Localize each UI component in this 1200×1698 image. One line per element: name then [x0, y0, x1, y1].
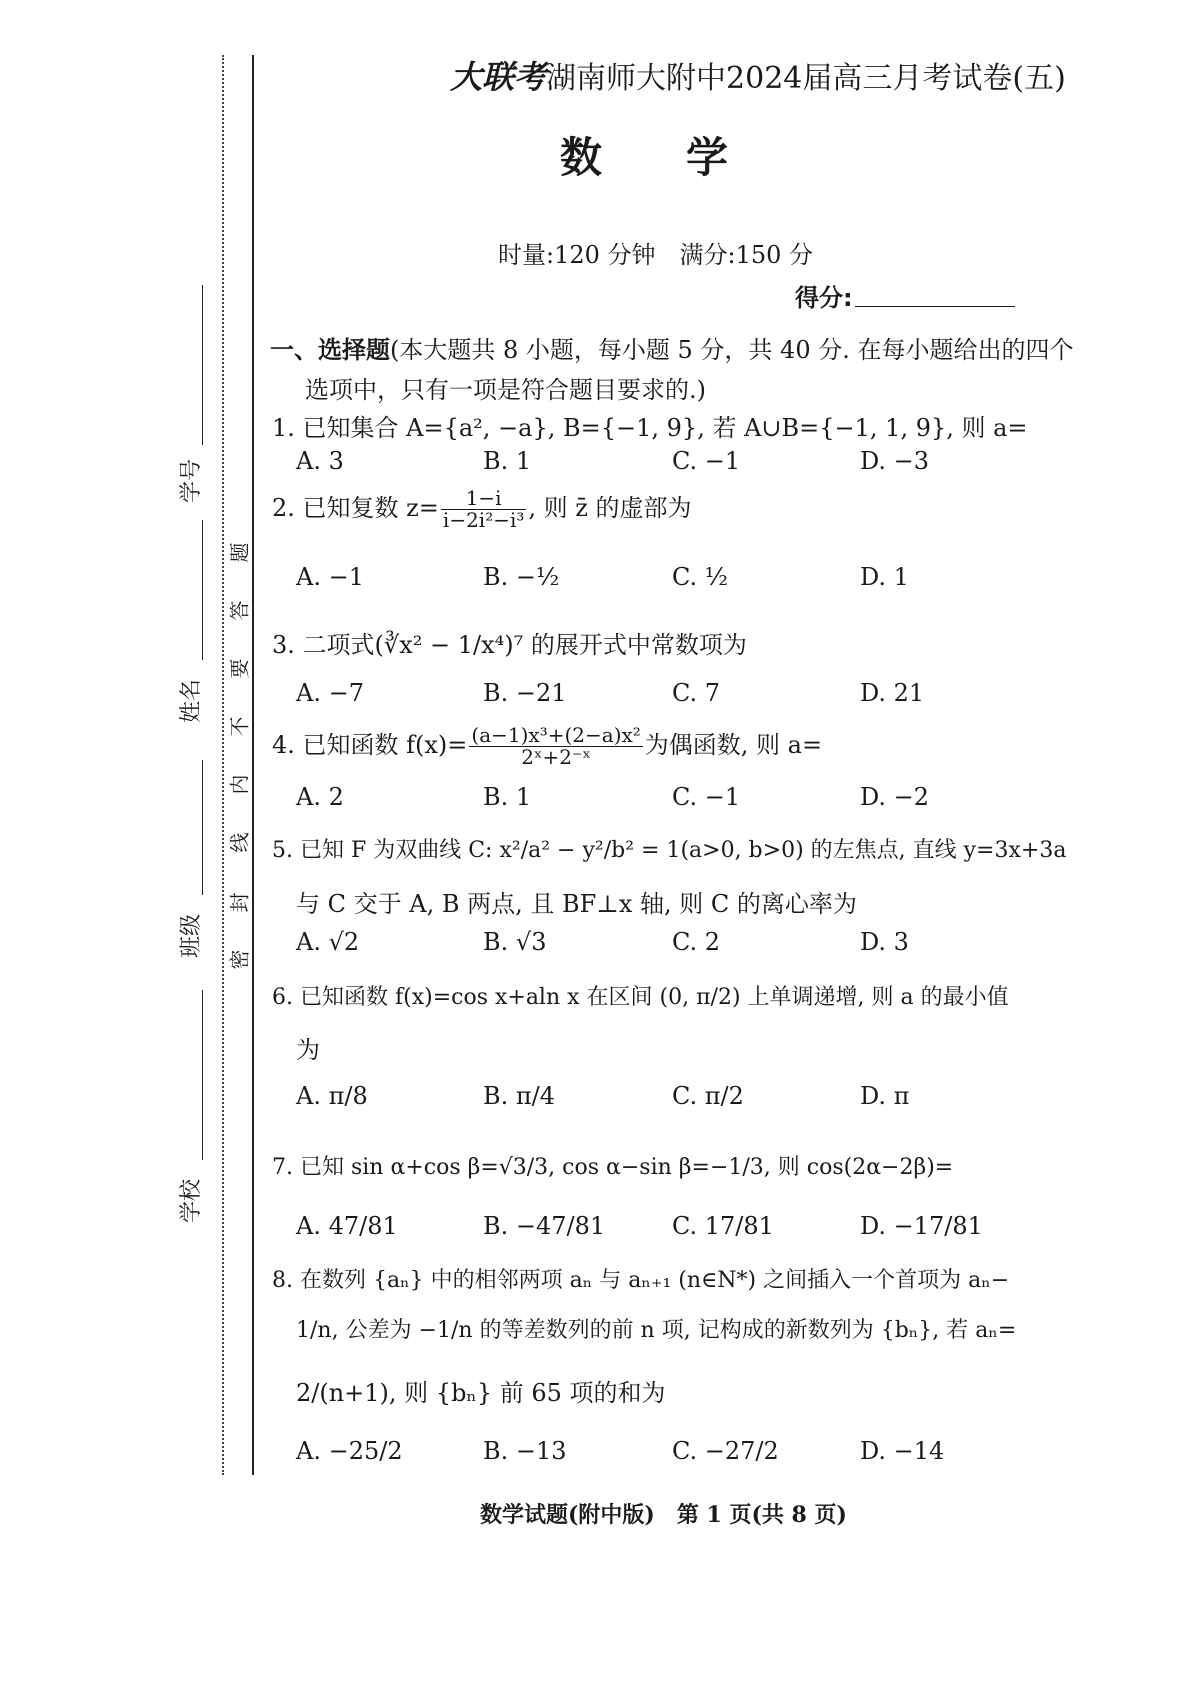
q4-prefix: 4. 已知函数 f(x)=: [272, 731, 468, 759]
exam-title: 湖南师大附中2024届高三月考试卷(五): [546, 61, 1066, 96]
q2-option-a[interactable]: A. −1: [296, 563, 364, 591]
field-label-name: 姓名: [179, 678, 205, 724]
q2-fraction-num: 1−i: [441, 488, 526, 510]
q6-option-a[interactable]: A. π/8: [296, 1082, 368, 1110]
q2-option-c[interactable]: C. ½: [672, 563, 729, 591]
q4-option-a[interactable]: A. 2: [296, 783, 344, 811]
q2-option-d[interactable]: D. 1: [860, 563, 909, 591]
q1-option-a[interactable]: A. 3: [296, 447, 344, 475]
q8-option-c[interactable]: C. −27/2: [672, 1437, 779, 1465]
seal-char-4: 内: [227, 774, 252, 795]
q8-option-b[interactable]: B. −13: [483, 1437, 567, 1465]
seal-char-2: 封: [227, 892, 252, 913]
q2-fraction: [441, 488, 526, 531]
q7-option-b[interactable]: B. −47/81: [483, 1212, 606, 1240]
field-label-class: 班级: [179, 913, 205, 959]
q6-option-b[interactable]: B. π/4: [483, 1082, 556, 1110]
q5-stem-line1: 5. 已知 F 为双曲线 C: x²/a² − y²/b² = 1(a>0, b>0) 的左焦点, 直线 y=3x+3a: [272, 838, 1067, 863]
q1-option-b[interactable]: B. 1: [483, 447, 532, 475]
page-footer: 数学试题(附中版) 第 1 页(共 8 页): [480, 1502, 847, 1528]
field-label-school: 学校: [179, 1178, 205, 1224]
q2-prefix: 2. 已知复数 z=: [272, 494, 439, 522]
class-blank[interactable]: [202, 760, 203, 895]
q6-option-d[interactable]: D. π: [860, 1082, 910, 1110]
seal-char-6: 要: [227, 658, 252, 679]
q6-option-c[interactable]: C. π/2: [672, 1082, 744, 1110]
section1-heading: 一、选择题: [270, 336, 390, 364]
q3-option-d[interactable]: D. 21: [860, 679, 925, 707]
binding-solid-line: [252, 55, 254, 1475]
q8-option-d[interactable]: D. −14: [860, 1437, 945, 1465]
name-blank[interactable]: [202, 520, 203, 660]
q6-stem-line2: 为: [296, 1036, 320, 1064]
q3-stem: [272, 625, 747, 660]
school-blank[interactable]: [202, 990, 203, 1160]
q3-option-a[interactable]: A. −7: [296, 679, 364, 707]
q1-stem: 1. 已知集合 A={a², −a}, B={−1, 9}, 若 A∪B={−1, 1, 9}, 则 a=: [272, 414, 1028, 442]
section1-intro-line1: [270, 330, 1073, 365]
seal-char-7: 答: [227, 600, 252, 621]
seal-char-8: 题: [227, 542, 252, 563]
q4-suffix: 为偶函数, 则 a=: [644, 731, 823, 759]
q8-stem-line3: 2/(n+1), 则 {bₙ} 前 65 项的和为: [296, 1379, 666, 1407]
q4-fraction-den: 2ˣ+2⁻ˣ: [521, 745, 591, 769]
q7-stem: 7. 已知 sin α+cos β=√3/3, cos α−sin β=−1/3, 则 cos(2α−2β)=: [272, 1155, 954, 1180]
exam-header: [450, 52, 1066, 98]
subject-title: 数 学: [560, 133, 729, 182]
q1-option-c[interactable]: C. −1: [672, 447, 741, 475]
q7-option-a[interactable]: A. 47/81: [296, 1212, 398, 1240]
q2-option-b[interactable]: B. −½: [483, 563, 560, 591]
binding-dotted-line: [222, 55, 224, 1475]
q7-option-c[interactable]: C. 17/81: [672, 1212, 774, 1240]
q3-option-c[interactable]: C. 7: [672, 679, 721, 707]
q4-stem: [272, 725, 822, 768]
q4-fraction-num: (a−1)x³+(2−a)x²: [471, 723, 641, 747]
brand-logo-text: 大联考: [450, 58, 547, 96]
q3-expression: (∛x² − 1/x⁴)⁷: [374, 631, 524, 659]
exam-info: 时量:120 分钟 满分:150 分: [498, 241, 814, 269]
score-blank[interactable]: [855, 306, 1015, 307]
q7-option-d[interactable]: D. −17/81: [860, 1212, 983, 1240]
seal-char-3: 线: [227, 832, 252, 853]
seal-char-1: 密: [227, 949, 252, 970]
q3-prefix: 3. 二项式: [272, 631, 375, 659]
q5-stem-line2: 与 C 交于 A, B 两点, 且 BF⊥x 轴, 则 C 的离心率为: [296, 890, 857, 918]
q4-option-c[interactable]: C. −1: [672, 783, 741, 811]
q2-fraction-den: i−2i²−i³: [442, 508, 525, 532]
q3-suffix: 的展开式中常数项为: [530, 631, 747, 659]
q8-stem-line2: 1/n, 公差为 −1/n 的等差数列的前 n 项, 记构成的新数列为 {bₙ}, 若 aₙ=: [296, 1318, 1017, 1343]
q4-fraction: [469, 725, 642, 768]
q3-option-b[interactable]: B. −21: [483, 679, 567, 707]
section1-intro-text: (本大题共 8 小题，每小题 5 分，共 40 分. 在每小题给出的四个: [390, 336, 1074, 364]
q2-suffix: , 则 z̄ 的虚部为: [528, 494, 692, 522]
q8-stem-line1: 8. 在数列 {aₙ} 中的相邻两项 aₙ 与 aₙ₊₁ (n∈N*) 之间插入一个首项为 aₙ−: [272, 1268, 1010, 1293]
section1-intro-line2: 选项中，只有一项是符合题目要求的.): [305, 376, 706, 404]
seal-char-5: 不: [227, 716, 252, 737]
q8-option-a[interactable]: A. −25/2: [296, 1437, 403, 1465]
q6-stem-line1: 6. 已知函数 f(x)=cos x+aln x 在区间 (0, π/2) 上单调递增, 则 a 的最小值: [272, 985, 1009, 1010]
field-label-student-id: 学号: [179, 458, 205, 504]
student-id-blank[interactable]: [202, 285, 203, 445]
q5-option-d[interactable]: D. 3: [860, 928, 909, 956]
score-label: 得分:: [795, 284, 853, 312]
q5-option-b[interactable]: B. √3: [483, 928, 547, 956]
q4-option-b[interactable]: B. 1: [483, 783, 532, 811]
q4-option-d[interactable]: D. −2: [860, 783, 930, 811]
q1-option-d[interactable]: D. −3: [860, 447, 930, 475]
q5-option-c[interactable]: C. 2: [672, 928, 721, 956]
q2-stem: [272, 488, 692, 531]
q5-option-a[interactable]: A. √2: [296, 928, 360, 956]
